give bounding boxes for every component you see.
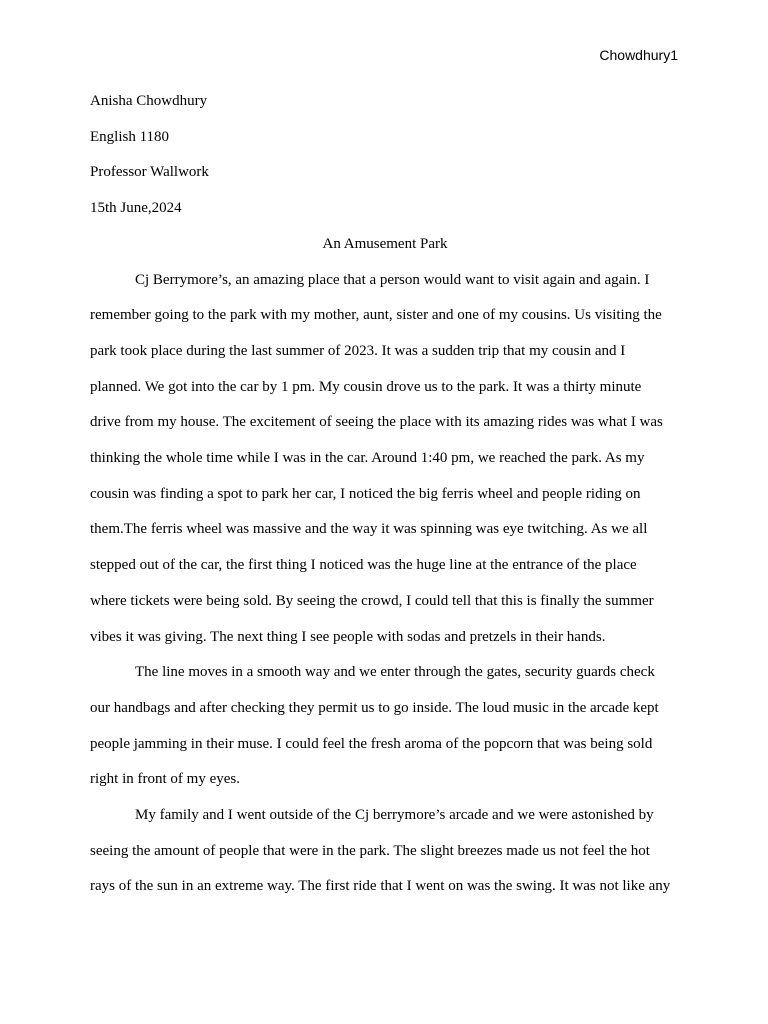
text-line: vibes it was giving. The next thing I see people with sodas and pretzels in their hands. xyxy=(90,628,606,645)
paragraph-2 xyxy=(90,655,680,798)
professor-name: Professor Wallwork xyxy=(90,164,209,181)
paragraph-3 xyxy=(90,798,680,905)
text-line: thinking the whole time while I was in the car. Around 1:40 pm, we reached the park. As my xyxy=(90,450,645,467)
text-line: My family and I went outside of the Cj berrymore’s arcade and we were astonished by xyxy=(135,807,654,824)
text-line: right in front of my eyes. xyxy=(90,771,240,788)
text-line: park took place during the last summer of 2023. It was a sudden trip that my cousin and I xyxy=(90,342,626,359)
document-body xyxy=(90,84,680,905)
essay-date: 15th June,2024 xyxy=(90,200,182,217)
course-name: English 1180 xyxy=(90,128,170,145)
essay-title: An Amusement Park xyxy=(322,235,448,252)
text-line: them.The ferris wheel was massive and the way it was spinning was eye twitching. As we all xyxy=(90,521,648,538)
text-line: cousin was finding a spot to park her car, I noticed the big ferris wheel and people riding on xyxy=(90,485,641,502)
text-line: our handbags and after checking they permit us to go inside. The loud music in the arcade kept xyxy=(90,699,659,716)
running-head: Chowdhury1 xyxy=(599,47,678,63)
text-line: drive from my house. The excitement of seeing the place with its amazing rides was what I was xyxy=(90,414,663,431)
paragraph-1 xyxy=(90,263,680,656)
text-line: where tickets were being sold. By seeing the crowd, I could tell that this is finally the summer xyxy=(90,592,654,609)
text-line: people jamming in their muse. I could feel the fresh aroma of the popcorn that was being sold xyxy=(90,735,653,752)
text-line: stepped out of the car, the first thing I noticed was the huge line at the entrance of the place xyxy=(90,557,637,574)
author-name: Anisha Chowdhury xyxy=(90,93,208,109)
text-line: remember going to the park with my mother, aunt, sister and one of my cousins. Us visiting the xyxy=(90,307,662,324)
text-line: planned. We got into the car by 1 pm. My cousin drove us to the park. It was a thirty minute xyxy=(90,378,642,395)
text-line: rays of the sun in an extreme way. The first ride that I went on was the swing. It was not like any xyxy=(90,878,671,895)
text-line: Cj Berrymore’s, an amazing place that a person would want to visit again and again. I xyxy=(135,271,650,288)
text-line: The line moves in a smooth way and we enter through the gates, security guards check xyxy=(135,664,655,681)
text-line: seeing the amount of people that were in the park. The slight breezes made us not feel the hot xyxy=(90,842,650,859)
